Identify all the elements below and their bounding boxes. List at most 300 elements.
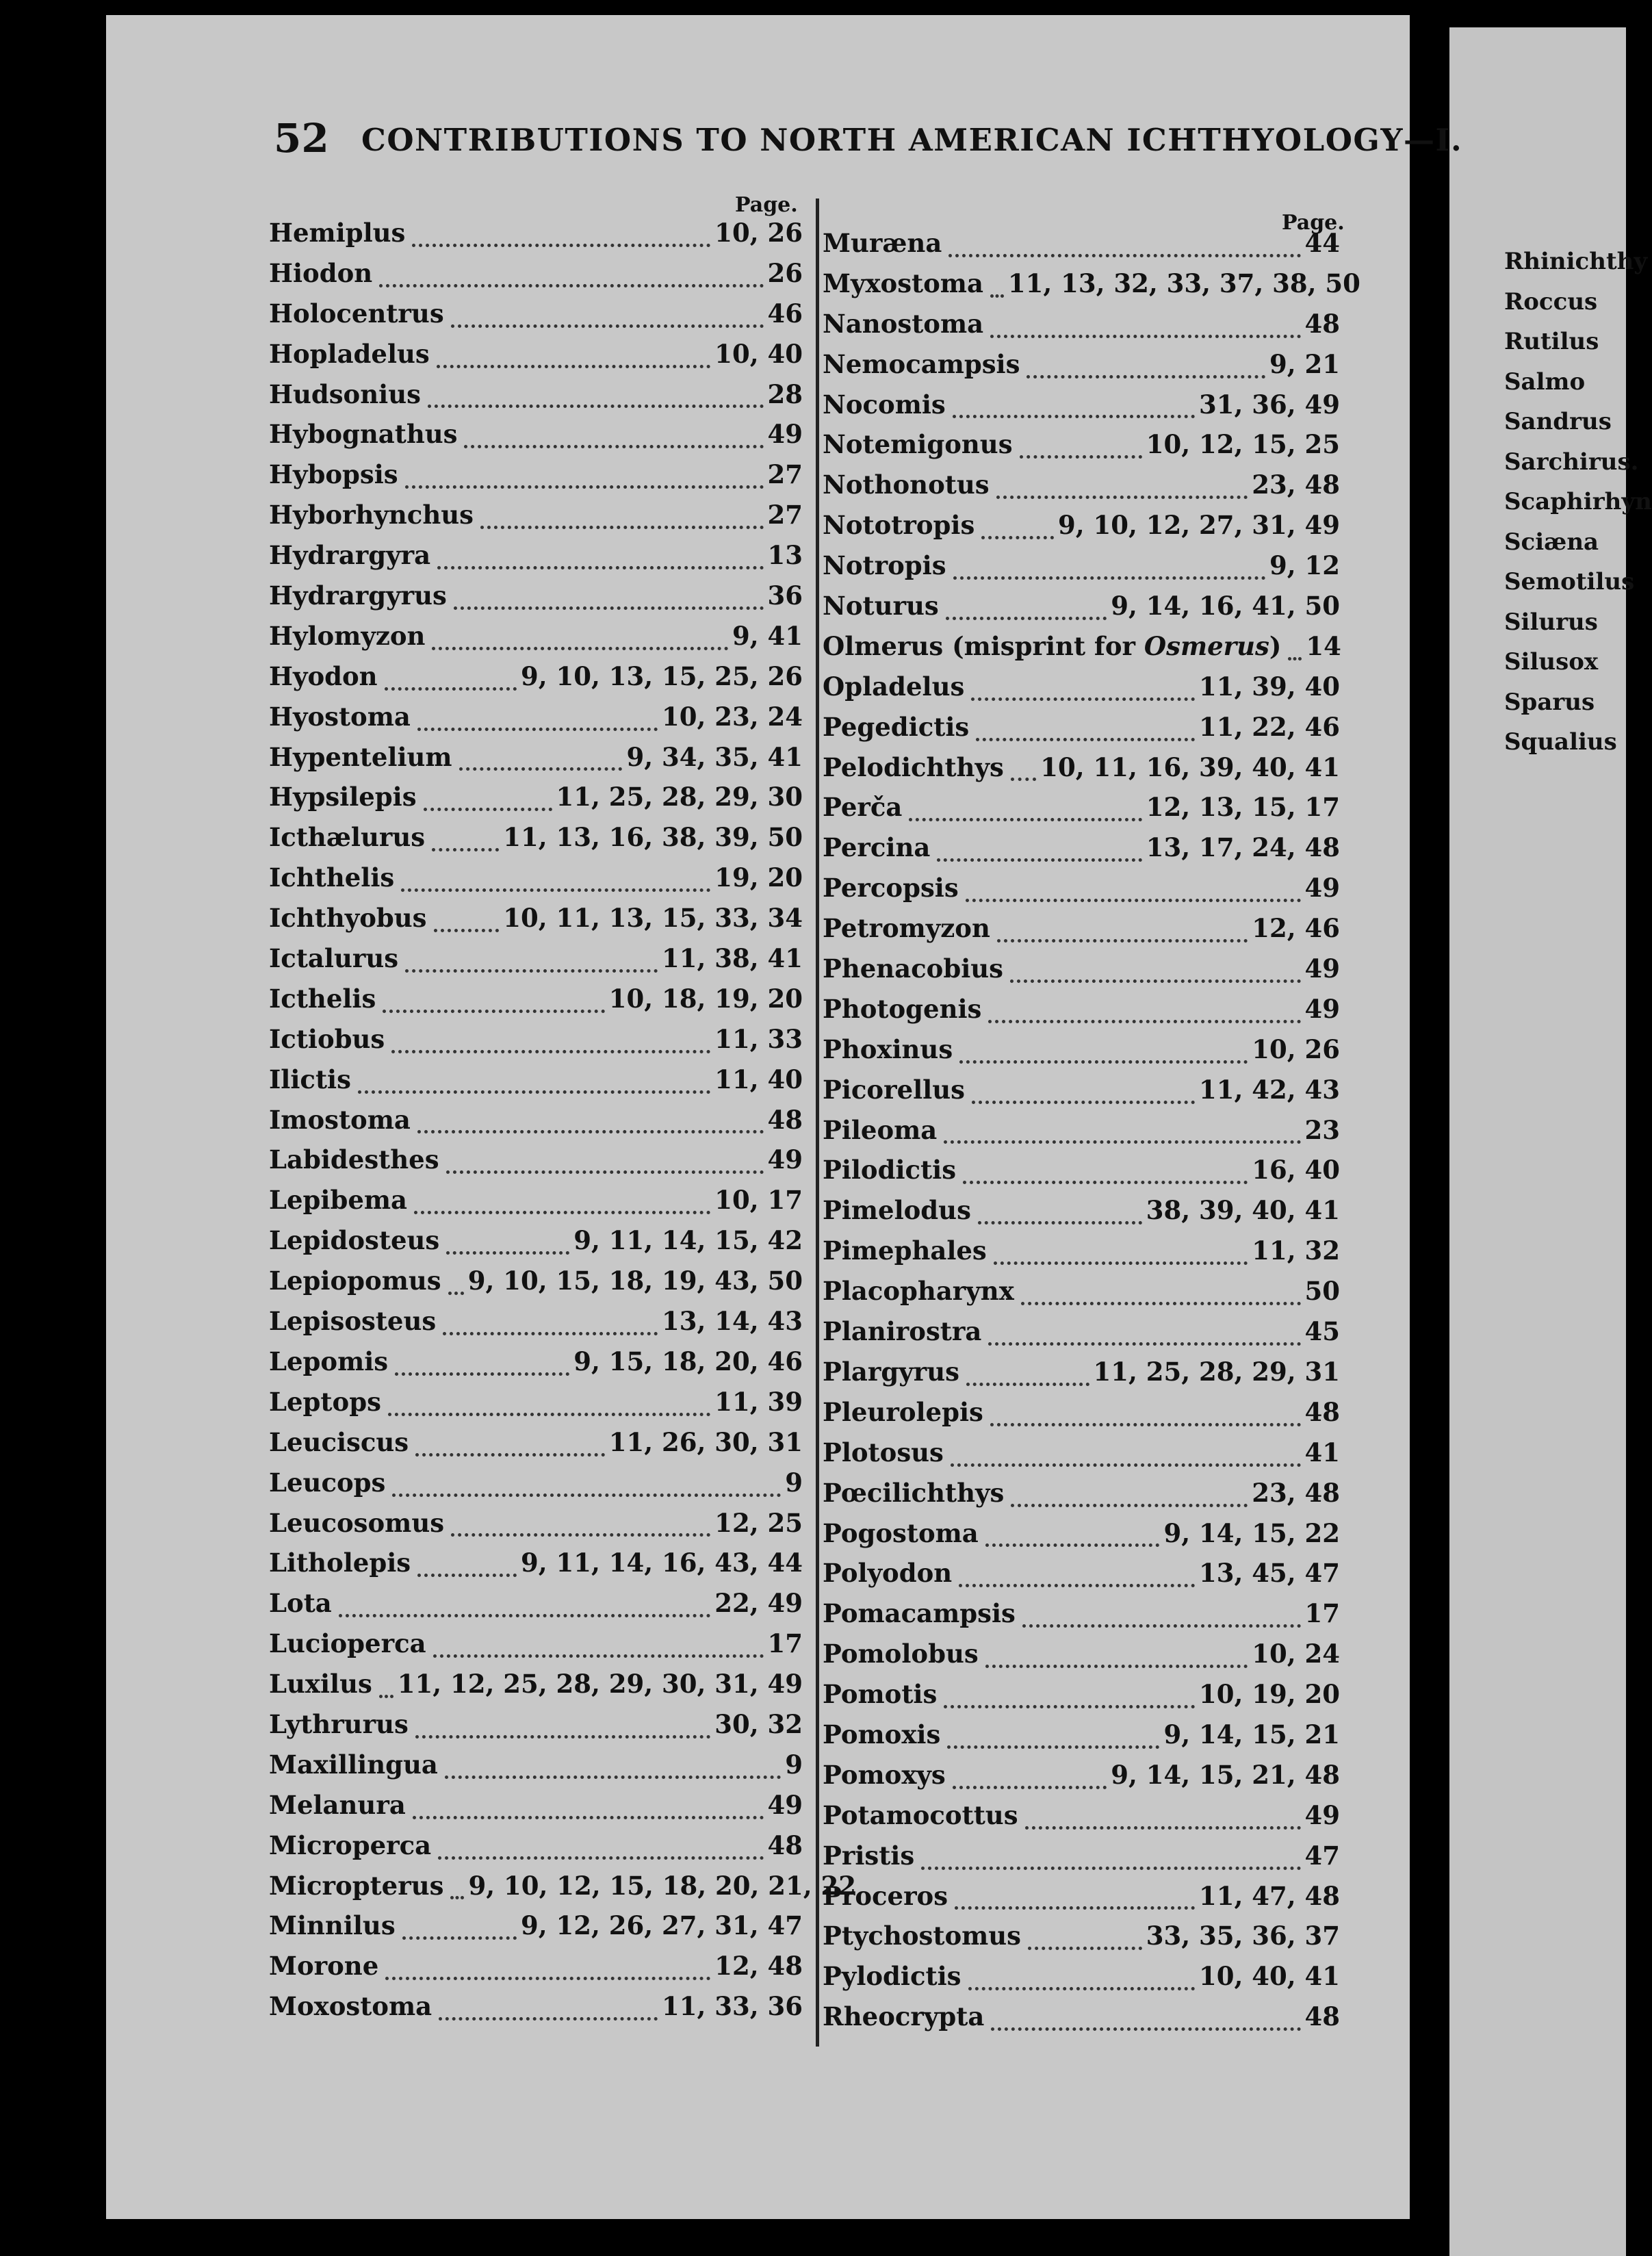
index-entry [823, 1397, 1340, 1437]
index-term-text: Hydrargyrus [269, 580, 447, 611]
index-page-refs: 49 [1304, 1799, 1340, 1830]
index-entry [269, 1790, 803, 1830]
index-term-text: Perča [823, 792, 903, 823]
index-term [823, 1881, 952, 1911]
index-page-refs: 10, 24 [1252, 1639, 1340, 1669]
index-term-text: Percina [823, 832, 931, 863]
dot-leader [454, 606, 764, 610]
index-page-refs: 9, 12, 26, 27, 31, 47 [520, 1910, 803, 1941]
index-page-refs: 9, 11, 14, 15, 42 [573, 1225, 803, 1256]
index-entry [269, 1387, 803, 1427]
index-entry [823, 1235, 1340, 1276]
index-term [823, 1961, 966, 1991]
index-term [823, 792, 906, 822]
index-term [823, 1478, 1008, 1508]
index-term-text: Nanostoma [823, 308, 984, 339]
index-page-refs: 13, 45, 47 [1199, 1558, 1340, 1589]
index-page-refs: 12, 25 [714, 1507, 803, 1538]
index-entry [823, 268, 1360, 309]
index-term-text: Lepomis [269, 1346, 389, 1376]
dot-leader [955, 1906, 1195, 1910]
left-index-column [269, 218, 856, 2031]
dot-leader [1020, 455, 1142, 459]
index-page-refs: 9, 10, 13, 15, 25, 26 [520, 661, 803, 691]
dot-leader [358, 1090, 710, 1094]
index-term-text: Pegedictis [823, 711, 970, 742]
index-page-refs: 48 [1304, 2001, 1340, 2032]
index-term [269, 339, 434, 369]
dot-leader [985, 1543, 1160, 1547]
index-entry [269, 1508, 803, 1548]
index-page-refs: 11, 38, 41 [662, 943, 803, 974]
index-page-refs: 10, 17 [714, 1185, 803, 1216]
dot-leader [480, 526, 764, 529]
page-number: 52 [274, 115, 329, 162]
dot-leader [953, 576, 1265, 580]
index-term-text: Holocentrus [269, 298, 444, 329]
dot-leader [438, 1856, 763, 1860]
dot-leader [424, 808, 552, 811]
index-entry [269, 339, 803, 379]
index-page-refs: 10, 19, 20 [1199, 1679, 1340, 1710]
dot-leader [446, 1170, 764, 1174]
index-term [823, 1316, 985, 1346]
dot-leader [1028, 1947, 1142, 1950]
index-entry [269, 1144, 803, 1185]
index-entry [269, 1830, 803, 1871]
index-term [823, 1639, 983, 1669]
index-term-text: Leucops [269, 1467, 386, 1498]
left-page-label: Page. [735, 193, 798, 217]
index-term-text: Ilictis [269, 1064, 351, 1094]
index-term-text: Leptops [269, 1386, 381, 1417]
index-term-text: Ichthyobus [269, 903, 427, 934]
index-term [269, 943, 402, 973]
dot-leader [451, 324, 764, 328]
index-entry [269, 1548, 803, 1588]
dot-leader [991, 2027, 1300, 2031]
index-term [269, 1306, 440, 1336]
dot-leader [391, 1050, 710, 1053]
index-term [823, 1760, 950, 1790]
index-term-text: Pœcilichthys [823, 1477, 1005, 1508]
index-page-refs: 36 [767, 580, 803, 611]
index-term-italic: Osmerus [1144, 630, 1269, 661]
index-term [823, 2001, 988, 2031]
index-entry [823, 1155, 1340, 1195]
index-term [269, 1346, 392, 1376]
index-term [823, 1195, 975, 1225]
index-entry [269, 1427, 803, 1467]
index-page-refs: 11, 32 [1252, 1235, 1340, 1266]
index-entry [823, 349, 1340, 389]
index-term [269, 1749, 442, 1780]
index-entry [823, 913, 1340, 953]
index-term-text: Planirostra [823, 1316, 982, 1347]
index-entry [269, 702, 803, 742]
index-term-text: Pomacampsis [823, 1598, 1016, 1629]
index-term [269, 1951, 383, 1981]
index-entry [269, 1628, 803, 1669]
index-term-text: Litholepis [269, 1548, 411, 1578]
index-entry [269, 1669, 803, 1709]
index-term-text: Morone [269, 1951, 379, 1982]
index-term [269, 1790, 410, 1820]
index-page-refs: 48 [767, 1104, 803, 1135]
dot-leader [968, 1987, 1196, 1990]
dot-leader [1027, 375, 1265, 379]
index-term [823, 389, 950, 420]
facing-page-fragment: Sciæna [1504, 528, 1599, 556]
index-entry [823, 470, 1340, 510]
index-term-text: Ptychostomus [823, 1921, 1022, 1951]
index-page-refs: 9, 21 [1269, 348, 1340, 379]
index-term [823, 873, 963, 903]
index-term [269, 1588, 336, 1618]
index-page-refs: 9 [785, 1749, 803, 1780]
index-term [269, 1427, 413, 1457]
facing-page-fragment: Rutilus [1504, 328, 1599, 355]
index-page-refs: 22, 49 [714, 1588, 803, 1619]
dot-leader [433, 1654, 764, 1658]
index-page-refs: 44 [1304, 228, 1340, 258]
index-entry [823, 1437, 1340, 1478]
index-entry [823, 309, 1340, 349]
index-page-refs: 9, 14, 15, 21, 48 [1111, 1759, 1340, 1790]
index-page-refs: 10, 11, 16, 39, 40, 41 [1040, 752, 1340, 782]
index-entry [269, 258, 803, 298]
index-term [823, 1075, 969, 1105]
index-page-refs: 26 [767, 257, 803, 288]
index-entry [269, 1105, 803, 1145]
index-entry [823, 1357, 1340, 1397]
index-term [269, 702, 415, 732]
dot-leader [990, 1423, 1301, 1426]
dot-leader [432, 647, 728, 650]
index-entry [823, 1115, 1340, 1155]
index-term [823, 752, 1008, 782]
dot-leader [392, 1494, 781, 1497]
index-term-text: Lepibema [269, 1185, 408, 1216]
index-term-text: Hemiplus [269, 218, 406, 248]
index-entry [823, 1841, 1340, 1881]
index-term [823, 1518, 983, 1548]
index-term-text: Hudsonius [269, 379, 421, 409]
index-entry [269, 1346, 803, 1387]
index-entry [269, 1225, 803, 1266]
index-page-refs: 10, 40, 41 [1199, 1961, 1340, 1992]
index-term-text: Nemocampsis [823, 348, 1020, 379]
index-entry [823, 1518, 1340, 1559]
index-term-text: Photogenis [823, 993, 982, 1024]
index-term-text: Pomotis [823, 1679, 938, 1710]
index-page-refs: 19, 20 [714, 862, 803, 893]
index-page-refs: 41 [1304, 1437, 1340, 1467]
dot-leader [909, 818, 1141, 821]
index-term [823, 268, 988, 298]
dot-leader [948, 254, 1300, 257]
index-term-text: Lepidosteus [269, 1225, 440, 1256]
index-term-text: Hopladelus [269, 338, 430, 369]
index-term [823, 1921, 1025, 1951]
index-term-text: Hybopsis [269, 459, 398, 490]
index-term [269, 580, 451, 611]
index-page-refs: 10, 11, 13, 15, 33, 34 [503, 903, 803, 934]
dot-leader [988, 1020, 1300, 1023]
index-term-text: Lota [269, 1588, 332, 1619]
index-term-text: Placopharynx [823, 1276, 1014, 1307]
index-entry [269, 1588, 803, 1628]
index-entry [823, 591, 1340, 631]
index-entry [823, 1679, 1340, 1719]
dot-leader [385, 1977, 710, 1980]
index-page-refs: 11, 42, 43 [1199, 1074, 1340, 1105]
index-term [269, 218, 409, 248]
facing-page-fragment: Sarchirus. [1504, 448, 1639, 476]
index-page-refs: 23, 48 [1252, 470, 1340, 500]
index-term [269, 1709, 413, 1739]
index-term-text: Potamocottus [823, 1799, 1018, 1830]
index-entry [823, 1195, 1340, 1235]
index-entry [823, 1558, 1340, 1598]
dot-leader [1025, 1826, 1301, 1830]
index-page-refs: 50 [1304, 1276, 1340, 1307]
index-term [823, 1034, 957, 1064]
index-page-refs: 13 [767, 540, 803, 571]
index-page-refs: 48 [767, 1830, 803, 1860]
index-term [269, 298, 448, 329]
index-term [269, 1467, 389, 1498]
index-term [269, 1064, 355, 1094]
index-term [823, 228, 946, 258]
index-entry [269, 943, 803, 984]
index-term [269, 903, 431, 933]
index-page-refs: 31, 36, 49 [1199, 389, 1340, 420]
index-page-refs: 10, 40 [714, 338, 803, 369]
index-entry [269, 459, 803, 500]
dot-leader [959, 1584, 1195, 1587]
index-page-refs: 48 [1304, 308, 1340, 339]
dot-leader [1021, 1302, 1301, 1305]
dot-leader [417, 728, 658, 731]
dot-leader [445, 1776, 781, 1779]
index-term [823, 1155, 960, 1185]
index-term-text: Pimelodus [823, 1195, 971, 1226]
dot-leader [464, 445, 763, 448]
index-term-text: Hyborhynchus [269, 500, 474, 530]
dot-leader [379, 284, 763, 287]
index-term-text: Pilodictis [823, 1155, 957, 1185]
dot-leader [963, 1181, 1248, 1184]
index-entry [823, 429, 1340, 470]
facing-page-fragment: Squalius [1504, 728, 1617, 756]
index-page-refs: 16, 40 [1252, 1155, 1340, 1185]
index-page-refs: 10, 26 [714, 218, 803, 248]
index-term-text: Olmerus (misprint for [823, 630, 1136, 661]
index-term [823, 832, 934, 862]
index-entry [269, 1910, 803, 1951]
index-page-refs: 47 [1304, 1840, 1340, 1871]
index-term [823, 1841, 918, 1871]
index-entry [269, 903, 803, 943]
index-page-refs: 13, 17, 24, 48 [1146, 832, 1340, 863]
index-term [269, 1628, 430, 1658]
column-divider [816, 198, 819, 2047]
index-term [823, 1437, 948, 1467]
dot-leader [432, 848, 499, 851]
index-entry [823, 550, 1340, 591]
index-term [269, 1024, 389, 1054]
index-term-text: Hybognathus [269, 419, 458, 450]
dot-leader [417, 1130, 764, 1133]
index-term-text: Ictiobus [269, 1023, 385, 1054]
index-entry [269, 1709, 803, 1749]
index-term [823, 470, 994, 500]
index-entry [269, 661, 803, 702]
index-entry [269, 419, 803, 459]
index-entry [823, 631, 1340, 671]
index-term [269, 984, 380, 1014]
right-index-column [823, 228, 1360, 2042]
index-entry [823, 389, 1340, 430]
index-page-refs: 49 [1304, 873, 1340, 903]
index-term-text: Notemigonus [823, 429, 1013, 460]
index-page-refs: 45 [1304, 1316, 1340, 1347]
index-page-refs: 11, 39, 40 [1199, 671, 1340, 702]
dot-leader [937, 858, 1141, 862]
dot-leader [446, 1251, 569, 1255]
index-page-refs: 14 [1306, 630, 1341, 661]
index-page-refs: 12, 13, 15, 17 [1146, 792, 1340, 823]
index-term [269, 1225, 443, 1255]
index-page-refs: 9, 34, 35, 41 [626, 741, 803, 772]
index-term-text: Pomoxys [823, 1759, 946, 1790]
index-term-text: Hypsilepis [269, 782, 417, 812]
index-entry [269, 1266, 803, 1306]
dot-leader [953, 1786, 1107, 1789]
index-term-text: Labidesthes [269, 1144, 439, 1175]
index-page-refs: 11, 22, 46 [1199, 711, 1340, 742]
index-term-text: Pogostoma [823, 1517, 979, 1548]
dot-leader [405, 969, 658, 973]
dot-leader [413, 1816, 764, 1819]
index-entry [269, 1306, 803, 1346]
index-term [269, 742, 456, 772]
index-entry [269, 1951, 803, 1991]
dot-leader [443, 1332, 658, 1335]
index-term [269, 379, 425, 409]
index-term-text: Picorellus [823, 1074, 965, 1105]
index-entry [823, 2001, 1340, 2042]
dot-leader [395, 1372, 569, 1376]
index-term [269, 1266, 446, 1296]
index-entry [269, 1185, 803, 1225]
index-term [269, 540, 435, 570]
index-page-refs: 49 [767, 419, 803, 450]
dot-leader [990, 294, 1004, 298]
index-page-refs: 12, 46 [1252, 913, 1340, 944]
index-entry [269, 1749, 803, 1790]
index-entry [823, 1478, 1340, 1518]
dot-leader [966, 899, 1301, 902]
index-page-refs: 10, 12, 15, 25 [1146, 429, 1340, 460]
facing-page [1449, 27, 1626, 2256]
index-page-refs: 27 [767, 459, 803, 490]
index-entry [823, 1276, 1340, 1316]
index-entry [823, 752, 1340, 793]
index-term-text: Lucioperca [269, 1628, 426, 1659]
index-term-text: Phenacobius [823, 953, 1004, 984]
index-page-refs: 9, 10, 12, 27, 31, 49 [1057, 510, 1340, 541]
index-term-text: Phoxinus [823, 1034, 953, 1064]
dot-leader [996, 496, 1248, 499]
index-page-refs: 49 [1304, 953, 1340, 984]
index-term-text: Proceros [823, 1880, 948, 1911]
index-term [823, 550, 951, 580]
index-term-text: Pimephales [823, 1235, 987, 1266]
index-term [823, 1276, 1018, 1306]
index-term [269, 782, 421, 812]
index-term [823, 994, 985, 1024]
dot-leader [428, 405, 764, 408]
index-term [823, 510, 979, 540]
index-page-refs: 11, 12, 25, 28, 29, 30, 31, 49 [397, 1669, 803, 1700]
index-term [823, 631, 1285, 661]
index-term [269, 862, 398, 893]
index-term-text: Nothonotus [823, 470, 990, 500]
dot-leader [437, 566, 763, 569]
index-term-text: Icthelis [269, 983, 376, 1014]
index-term-text: Hiodon [269, 257, 373, 288]
index-term-suffix: ) [1269, 630, 1282, 661]
index-page-refs: 10, 18, 19, 20 [608, 983, 803, 1014]
index-entry [823, 994, 1340, 1034]
facing-page-fragment: Rhinichthy [1504, 248, 1648, 275]
index-term-text: Microperca [269, 1830, 432, 1860]
index-page-refs: 11, 13, 16, 38, 39, 50 [503, 822, 803, 853]
index-entry [823, 228, 1340, 268]
index-entry [823, 510, 1340, 550]
index-term [269, 1548, 415, 1578]
index-term [823, 1115, 941, 1145]
index-term-text: Plargyrus [823, 1356, 959, 1387]
index-term-text: Percopsis [823, 873, 959, 903]
index-page-refs: 11, 39 [714, 1386, 803, 1417]
index-term [269, 1185, 411, 1215]
dot-leader [439, 2017, 658, 2021]
dot-leader [385, 687, 517, 691]
index-entry [823, 671, 1340, 712]
dot-leader [415, 1735, 710, 1739]
index-term [823, 1235, 991, 1266]
index-page-refs: 9, 14, 15, 21 [1163, 1719, 1340, 1749]
index-term-text: Pelodichthys [823, 752, 1004, 782]
facing-page-fragment: Sandrus [1504, 408, 1612, 435]
index-term [823, 349, 1024, 379]
index-term-text: Melanura [269, 1789, 406, 1820]
facing-page-fragment: Roccus [1504, 287, 1598, 316]
index-page-refs: 11, 26, 30, 31 [608, 1426, 803, 1457]
index-term-text: Pomolobus [823, 1639, 979, 1669]
index-term-text: Lepisosteus [269, 1306, 437, 1337]
index-term [269, 621, 429, 651]
index-page-refs: 33, 35, 36, 37 [1146, 1921, 1340, 1951]
dot-leader [402, 1936, 517, 1940]
index-page-refs: 9, 41 [732, 620, 803, 651]
index-term [823, 1679, 941, 1709]
index-page-refs: 46 [767, 298, 803, 329]
index-term-text: Lythrurus [269, 1708, 409, 1739]
